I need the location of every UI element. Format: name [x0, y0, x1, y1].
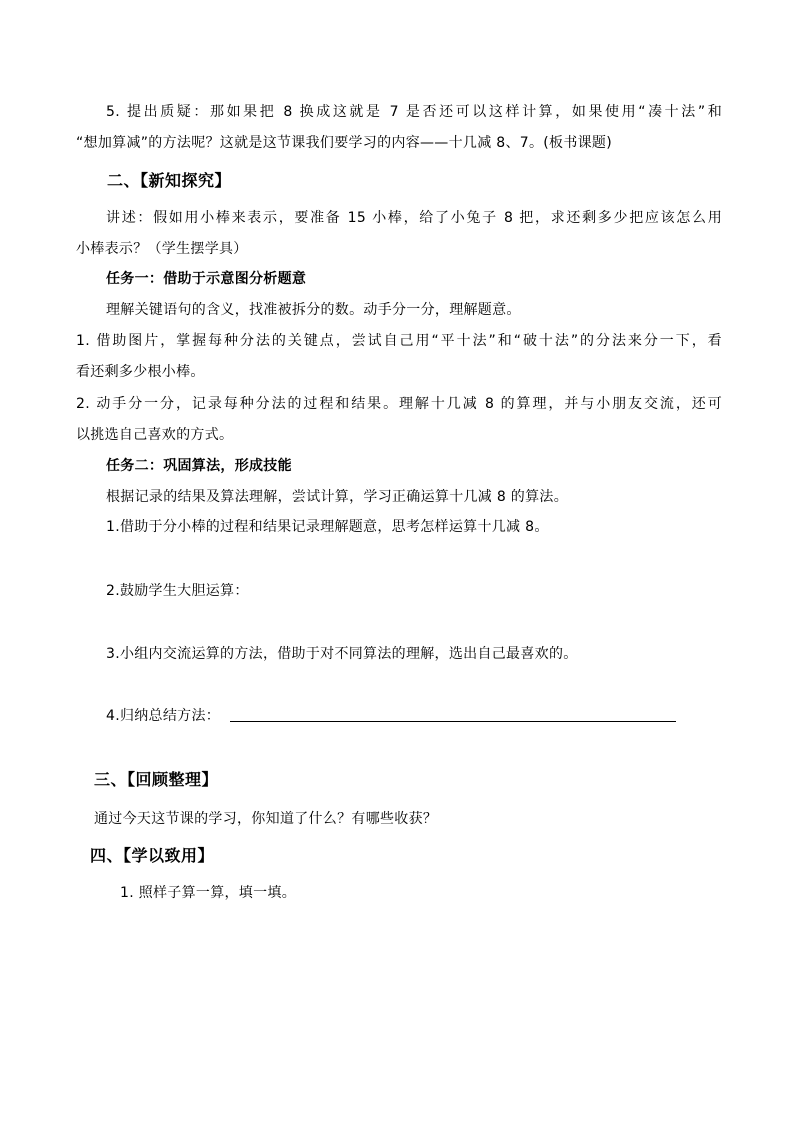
section-2-narration-line-2: 小棒表示？（学生摆学具） [76, 241, 248, 257]
task-1-item-2-line-1: 2. 动手分一分，记录每种分法的过程和结果。理解十几减 8 的算理，并与小朋友交流，还可 [76, 396, 722, 412]
task-2-step-4: 4.归纳总结方法： [106, 708, 221, 724]
section-3-text: 通过今天这节课的学习，你知道了什么？有哪些收获？ [94, 811, 438, 827]
answer-blank-line [230, 721, 676, 722]
section-3-heading: 三、【回顾整理】 [94, 770, 219, 789]
section-4-heading: 四、【学以致用】 [90, 846, 215, 865]
task-1-item-1-line-2: 看还剩多少根小棒。 [76, 364, 205, 380]
section-4-item-1: 1. 照样子算一算，填一填。 [120, 885, 297, 901]
task-2-title: 任务二：巩固算法，形成技能 [106, 458, 292, 474]
section-2-heading: 二、【新知探究】 [107, 171, 232, 190]
task-1-description: 理解关键语句的含义，找准被拆分的数。动手分一分，理解题意。 [106, 302, 521, 318]
task-1-item-1-line-1: 1. 借助图片，掌握每种分法的关键点，尝试自己用“平十法”和“破十法”的分法来分一下，看 [76, 333, 722, 349]
task-1-item-2-line-2: 以挑选自己喜欢的方式。 [76, 427, 234, 443]
task-2-step-3: 3.小组内交流运算的方法，借助于对不同算法的理解，选出自己最喜欢的。 [106, 646, 578, 662]
intro-paragraph-5-line-1: 5. 提出质疑：那如果把 8 换成这就是 7 是否还可以这样计算，如果使用“凑十法”和 [106, 104, 722, 120]
task-2-step-1: 1.借助于分小棒的过程和结果记录理解题意，思考怎样运算十几减 8。 [106, 519, 549, 535]
intro-paragraph-5-line-2: “想加算减”的方法呢？这就是这节课我们要学习的内容——十几减 8、7。(板书课题) [76, 135, 612, 151]
task-2-description: 根据记录的结果及算法理解，尝试计算，学习正确运算十几减 8 的算法。 [106, 489, 569, 505]
section-2-narration-line-1: 讲述：假如用小棒来表示，要准备 15 小棒，给了小兔子 8 把，求还剩多少把应该怎么用 [106, 210, 722, 226]
task-2-step-2: 2.鼓励学生大胆运算： [106, 583, 249, 599]
task-1-title: 任务一：借助于示意图分析题意 [106, 271, 307, 287]
